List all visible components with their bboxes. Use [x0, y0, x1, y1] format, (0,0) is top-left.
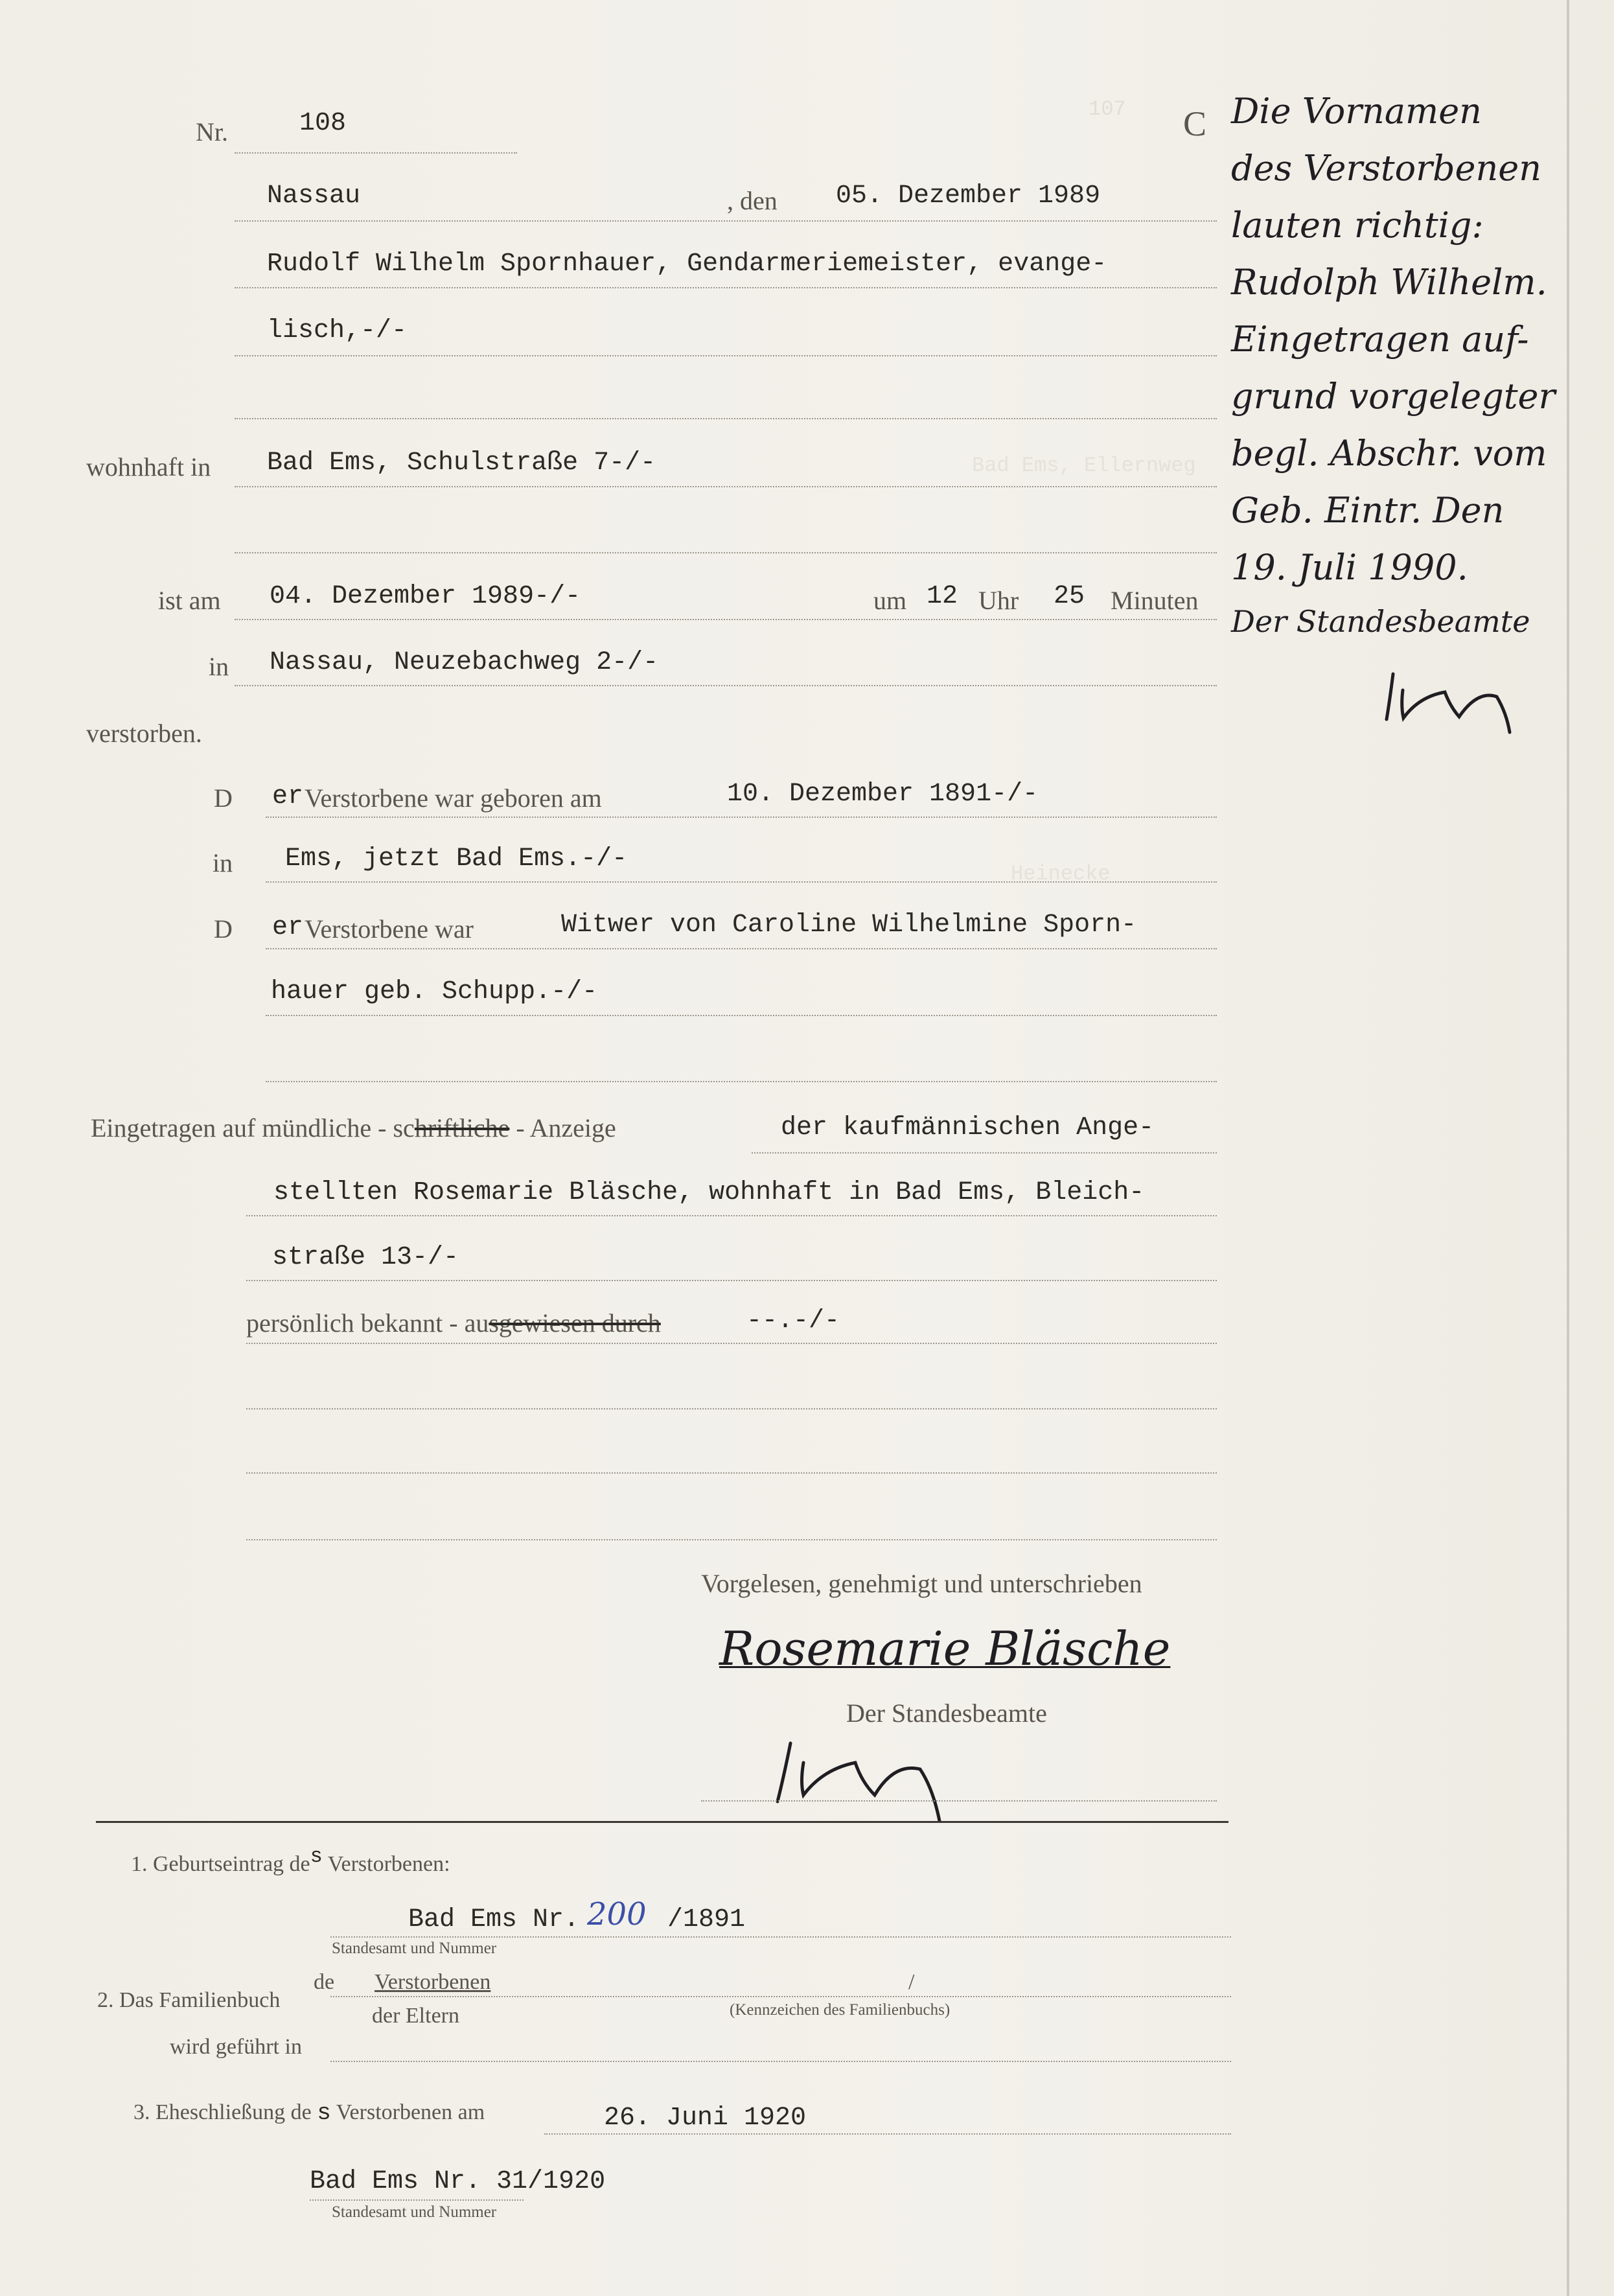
rule	[310, 2199, 524, 2201]
birth-label: Verstorbene war geboren am	[305, 783, 602, 813]
birth-entry-number-handwritten: 200	[587, 1896, 647, 1932]
marital-status-line-2: hauer geb. Schupp.-/-	[271, 977, 598, 1006]
margin-note-line: 19. Juli 1990.	[1231, 547, 1468, 588]
rule	[246, 1472, 1217, 1474]
birth-er-typed: er	[272, 782, 304, 811]
um-label: um	[873, 586, 907, 615]
rule	[266, 1081, 1217, 1082]
rule	[235, 355, 1217, 356]
rule	[701, 1800, 1217, 1802]
margin-note-line: Geb. Eintr. Den	[1231, 490, 1504, 531]
familybook-deceased: Verstorbenen	[375, 1970, 491, 1994]
uhr-label: Uhr	[978, 586, 1019, 615]
rule	[235, 220, 1217, 222]
familybook-parents: der Eltern	[372, 2004, 459, 2028]
report-label-struck: hriftliche	[414, 1113, 510, 1142]
form-letter: C	[1183, 104, 1207, 143]
birth-in-label: in	[213, 848, 233, 877]
rule	[235, 619, 1217, 620]
margin-note-line: des Verstorbenen	[1231, 148, 1541, 189]
birth-entry-caption: Standesamt und Nummer	[332, 1940, 497, 1957]
rule	[235, 418, 1217, 419]
residence-label: wohnhaft in	[86, 452, 211, 481]
marriage-caption: Standesamt und Nummer	[332, 2203, 497, 2221]
verstorben-label: verstorben.	[86, 719, 202, 748]
report-label-end: - Anzeige	[516, 1113, 616, 1142]
birth-date: 10. Dezember 1891-/-	[727, 780, 1039, 809]
informant-line-2: stellten Rosemarie Bläsche, wohnhaft in Bad Ems, Bleich-	[273, 1178, 1145, 1207]
death-date: 04. Dezember 1989-/-	[270, 582, 581, 611]
informant-line-3: straße 13-/-	[272, 1243, 459, 1272]
familybook-kept: wird geführt in	[170, 2035, 302, 2059]
read-approved-label: Vorgelesen, genehmigt und unterschrieben	[701, 1569, 1142, 1598]
margin-note-line: lauten richtig:	[1231, 205, 1484, 246]
rule	[246, 1280, 1217, 1281]
rule	[330, 2061, 1231, 2062]
rule	[235, 486, 1217, 487]
report-label	[91, 1113, 616, 1143]
birth-entry-label	[131, 1844, 450, 1877]
minuten-label: Minuten	[1111, 586, 1199, 615]
birth-entry-s: s	[310, 1844, 323, 1868]
rule	[266, 881, 1217, 883]
familybook-caption: (Kennzeichen des Familienbuchs)	[730, 2001, 951, 2019]
divider	[96, 1821, 1228, 1823]
identification-label-start: persönlich bekannt - au	[246, 1308, 489, 1338]
birth-entry-label-b: Verstorbenen:	[327, 1852, 450, 1876]
status-er-typed: er	[272, 913, 304, 942]
entry-number: 108	[299, 109, 347, 138]
death-hour: 12	[927, 582, 958, 611]
familybook-slash: /	[908, 1970, 915, 1994]
bleed-through-text: Heinecke	[1011, 862, 1111, 886]
nr-label: Nr.	[196, 117, 228, 146]
marital-status-line-1: Witwer von Caroline Wilhelmine Sporn-	[561, 910, 1137, 940]
rule	[235, 685, 1217, 686]
margin-note-signature	[1380, 661, 1549, 739]
death-in-label: in	[209, 652, 229, 681]
status-label: Verstorbene war	[305, 914, 474, 944]
informant-signature: Rosemarie Bläsche	[719, 1621, 1171, 1676]
rule	[246, 1408, 1217, 1409]
bleed-through-text: Bad Ems, Ellernweg	[972, 454, 1196, 478]
den-label: , den	[727, 186, 778, 215]
rule	[330, 1996, 1231, 1997]
deceased-name-line-1: Rudolf Wilhelm Spornhauer, Gendarmeriemeister, evange-	[267, 249, 1107, 279]
rule	[235, 287, 1217, 288]
marriage-office: Bad Ems Nr. 31/1920	[310, 2167, 606, 2196]
marriage-label	[133, 2100, 485, 2126]
birth-entry-year: /1891	[667, 1905, 746, 1934]
birth-entry-office: Bad Ems Nr.	[408, 1905, 580, 1934]
rule	[235, 152, 517, 154]
familybook-de: de	[314, 1970, 335, 1994]
familybook-label: 2. Das Familienbuch	[97, 1988, 281, 2012]
birth-place: Ems, jetzt Bad Ems.-/-	[285, 844, 628, 874]
rule	[330, 1936, 1231, 1938]
rule	[235, 552, 1217, 553]
marriage-s: s	[317, 2100, 331, 2126]
rule	[752, 1152, 1217, 1154]
marriage-date: 26. Juni 1920	[604, 2104, 807, 2133]
margin-note-line: Eingetragen auf-	[1231, 319, 1529, 360]
page-fold	[1567, 0, 1569, 2296]
deceased-name-line-2: lisch,-/-	[267, 316, 408, 345]
margin-note-line: begl. Abschr. vom	[1231, 433, 1547, 474]
bleed-through-text: 107	[1089, 97, 1126, 121]
margin-note-line: grund vorgelegter	[1231, 376, 1556, 417]
identification-typed: --.-/-	[746, 1306, 840, 1336]
identification-label	[246, 1308, 661, 1338]
margin-note-line: Rudolph Wilhelm.	[1231, 262, 1547, 303]
death-place: Nassau, Neuzebachweg 2-/-	[270, 648, 659, 677]
ist-am-label: ist am	[158, 586, 221, 615]
status-d-prefix: D	[214, 914, 233, 944]
margin-note-line: Der Standesbeamte	[1231, 604, 1530, 639]
registration-date: 05. Dezember 1989	[836, 181, 1101, 211]
margin-note-line: Die Vornamen	[1231, 91, 1482, 132]
residence-value: Bad Ems, Schulstraße 7-/-	[267, 448, 656, 478]
rule	[246, 1215, 1217, 1216]
birth-entry-label-a: 1. Geburtseintrag de	[131, 1852, 310, 1876]
birth-d-prefix: D	[214, 783, 233, 813]
registrar-label: Der Standesbeamte	[846, 1699, 1047, 1728]
informant-line-1: der kaufmännischen Ange-	[781, 1113, 1155, 1142]
rule	[266, 948, 1217, 949]
rule	[544, 2133, 1231, 2135]
marriage-label-a: 3. Eheschließung de	[133, 2100, 312, 2124]
rule	[266, 817, 1217, 818]
rule	[246, 1539, 1217, 1540]
place-of-registration: Nassau	[267, 181, 361, 211]
death-minutes: 25	[1054, 582, 1085, 611]
report-label-start: Eingetragen auf mündliche - sc	[91, 1113, 415, 1142]
marriage-label-b: Verstorbenen am	[336, 2100, 485, 2124]
identification-label-struck: sgewiesen durch	[489, 1308, 661, 1338]
registrar-signature	[765, 1724, 998, 1834]
rule	[246, 1343, 1217, 1344]
rule	[266, 1015, 1217, 1016]
